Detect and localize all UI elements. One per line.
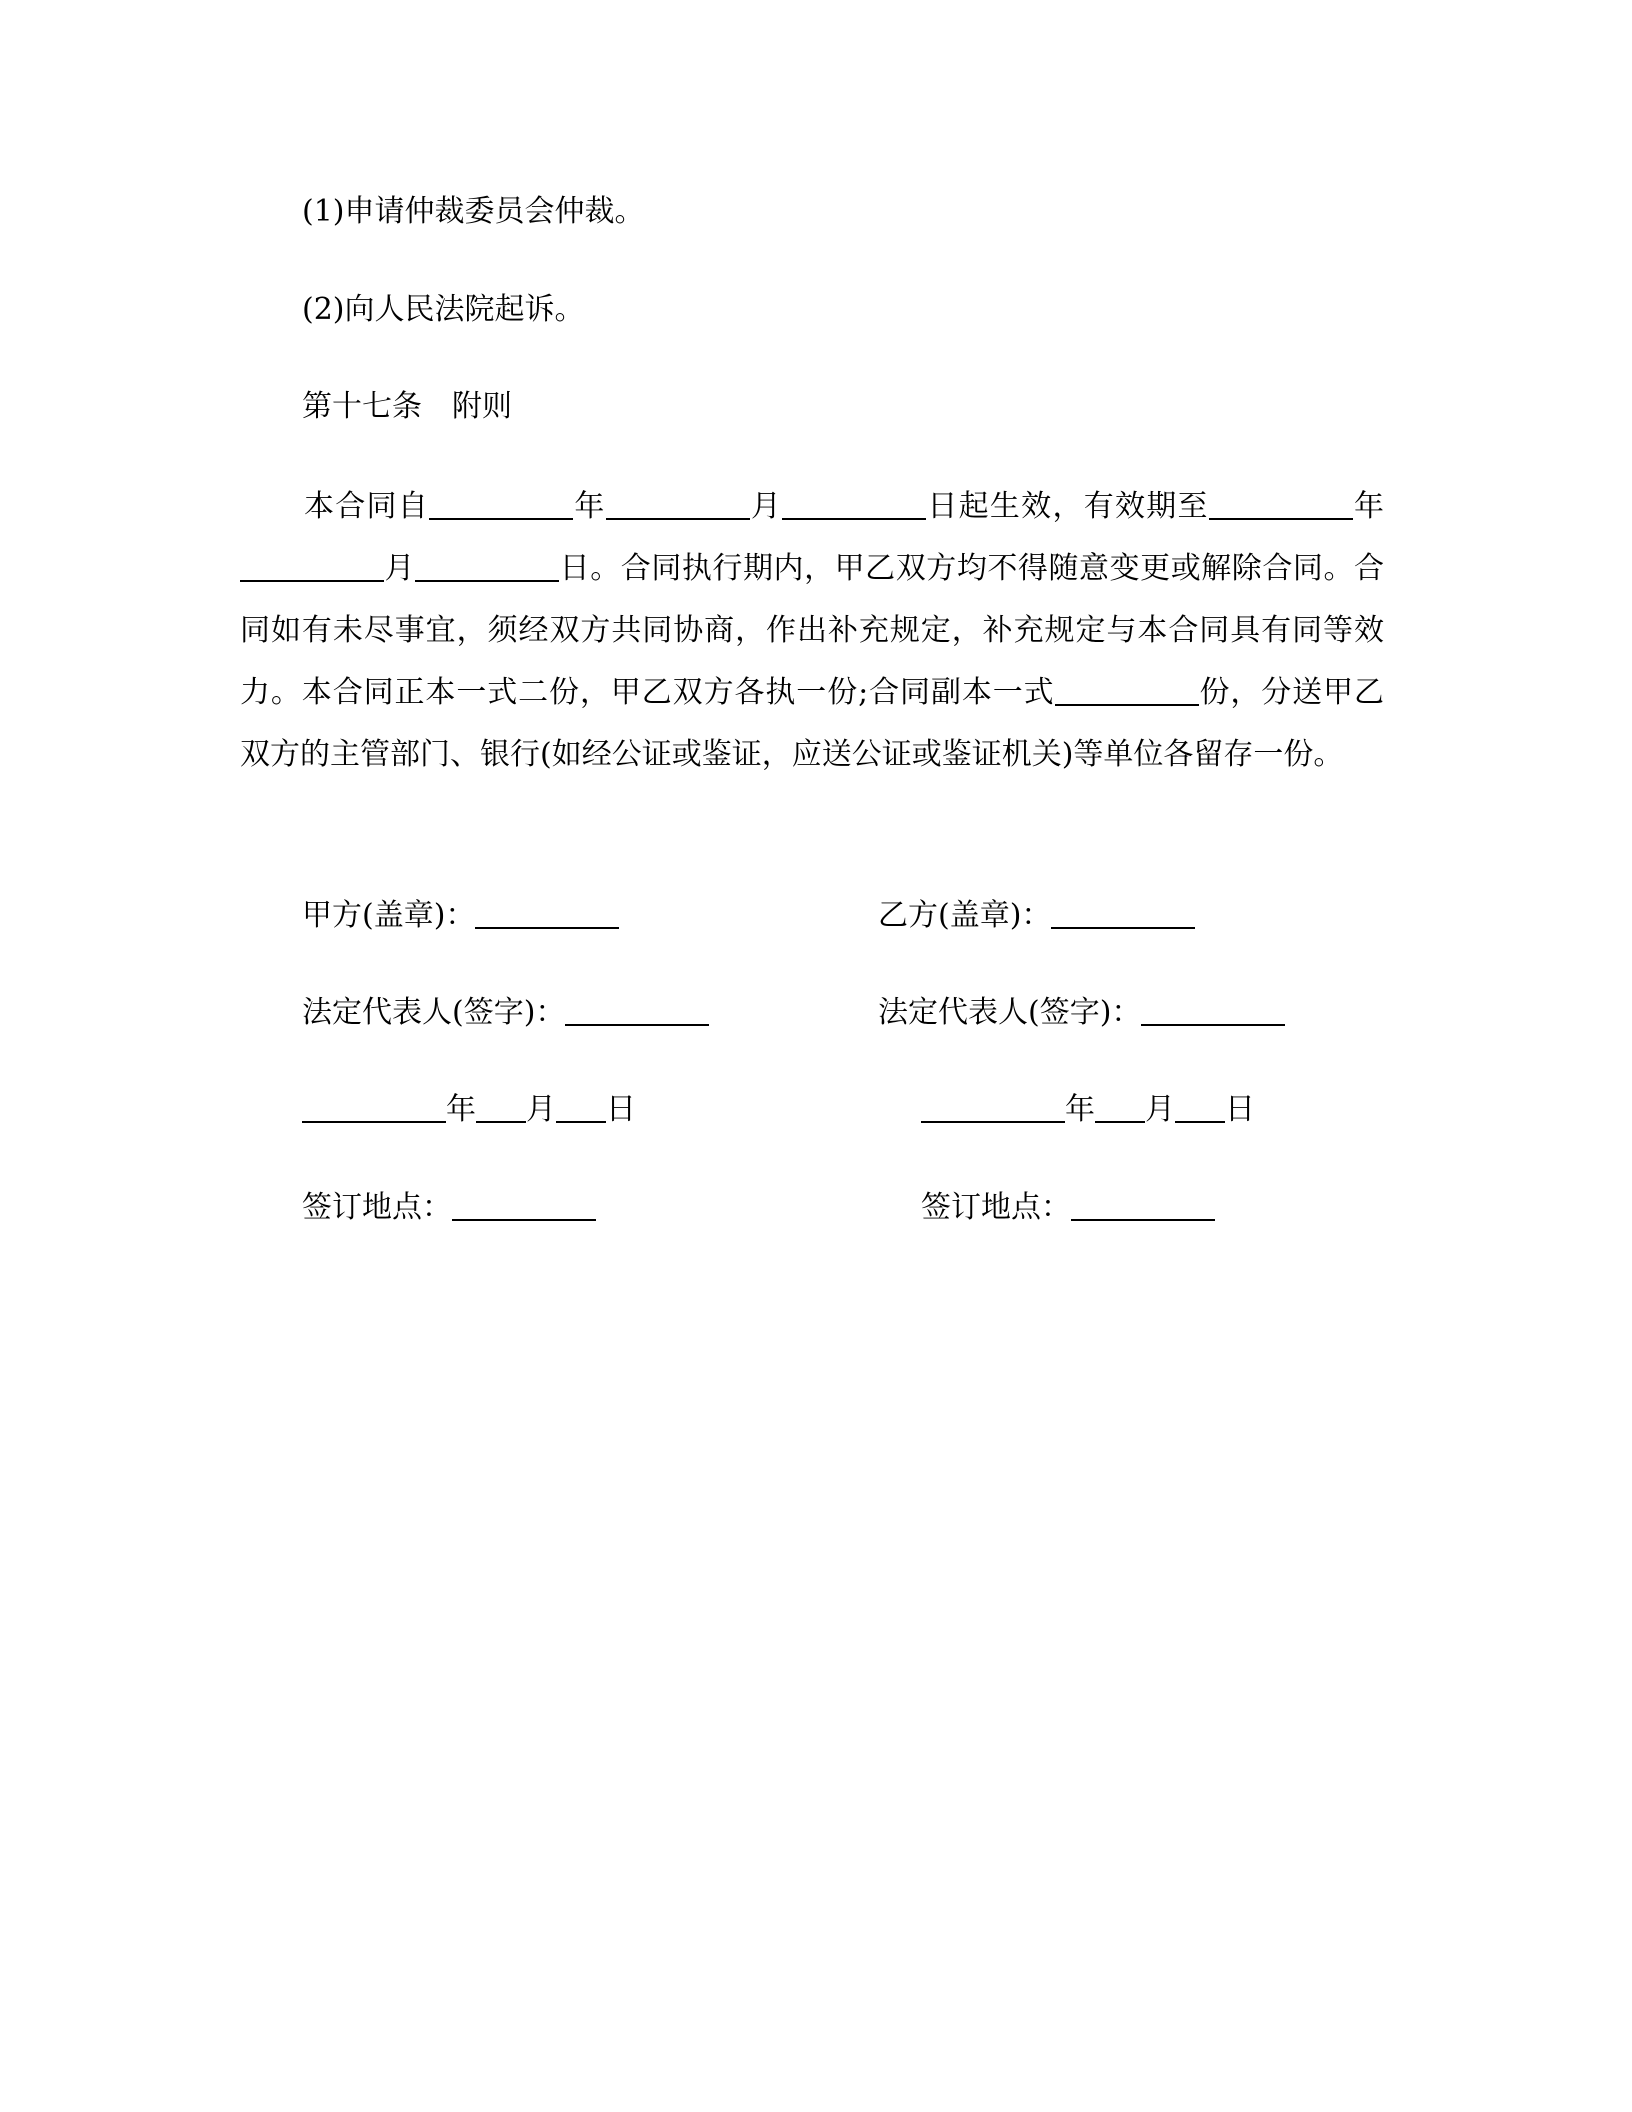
start-year-blank[interactable] bbox=[429, 490, 573, 520]
party-a-day-char: 日 bbox=[606, 1092, 636, 1127]
party-a-seal-blank[interactable] bbox=[475, 899, 619, 929]
party-b-seal-label: 乙方(盖章)： bbox=[878, 898, 1052, 933]
party-a-place-blank[interactable] bbox=[452, 1191, 596, 1221]
party-b-day-blank[interactable] bbox=[1175, 1093, 1225, 1123]
party-b-seal-blank[interactable] bbox=[1051, 899, 1195, 929]
party-b-place-label: 签订地点： bbox=[921, 1190, 1071, 1225]
party-a-year-blank[interactable] bbox=[302, 1093, 446, 1123]
party-b-date bbox=[921, 1090, 1255, 1130]
month-char: 月 bbox=[749, 489, 783, 524]
party-a-date bbox=[302, 1090, 636, 1130]
party-a-place bbox=[302, 1188, 596, 1228]
party-a-year-char: 年 bbox=[446, 1092, 476, 1127]
party-b-seal bbox=[878, 896, 1195, 936]
effective-paragraph bbox=[240, 476, 1384, 786]
party-b-rep-label: 法定代表人(签字)： bbox=[878, 995, 1142, 1030]
item-lawsuit: (2)向人民法院起诉。 bbox=[302, 292, 585, 327]
year-char: 年 bbox=[1352, 489, 1385, 524]
year-char: 年 bbox=[573, 489, 606, 524]
party-b-month-char: 月 bbox=[1145, 1092, 1175, 1127]
party-a-day-blank[interactable] bbox=[556, 1093, 606, 1123]
end-day-blank[interactable] bbox=[415, 552, 559, 582]
party-b-rep bbox=[878, 993, 1285, 1033]
party-a-rep-blank[interactable] bbox=[565, 996, 709, 1026]
party-a-seal bbox=[302, 896, 619, 936]
para-text-4: 份，分送甲乙双方的主管部门、银行(如经公证或鉴证，应送公证或鉴证机关)等单位各留存一份。 bbox=[240, 675, 1384, 772]
end-month-blank[interactable] bbox=[240, 552, 384, 582]
article-heading: 第十七条 附则 bbox=[302, 389, 512, 424]
party-b-month-blank[interactable] bbox=[1095, 1093, 1145, 1123]
party-a-place-label: 签订地点： bbox=[302, 1190, 452, 1225]
party-b-place bbox=[921, 1188, 1215, 1228]
start-month-blank[interactable] bbox=[606, 490, 750, 520]
month-char: 月 bbox=[384, 551, 416, 586]
party-b-year-blank[interactable] bbox=[921, 1093, 1065, 1123]
party-b-place-blank[interactable] bbox=[1071, 1191, 1215, 1221]
end-year-blank[interactable] bbox=[1209, 490, 1353, 520]
para-text-3: 日。合同执行期内，甲乙双方均不得随意变更或解除合同。合同如有未尽事宜，须经双方共同协商，作出补充规定，补充规定与本合同具有同等效力。本合同正本一式二份，甲乙双方各执一份;合同副本一式 bbox=[240, 551, 1385, 710]
para-text-1: 本合同自 bbox=[304, 489, 430, 524]
party-b-day-char: 日 bbox=[1225, 1092, 1255, 1127]
party-a-rep bbox=[302, 993, 709, 1033]
party-a-month-char: 月 bbox=[526, 1092, 556, 1127]
para-text-2: 日起生效，有效期至 bbox=[926, 489, 1209, 524]
party-a-rep-label: 法定代表人(签字)： bbox=[302, 995, 566, 1030]
party-a-seal-label: 甲方(盖章)： bbox=[302, 898, 476, 933]
party-b-year-char: 年 bbox=[1065, 1092, 1095, 1127]
copies-blank[interactable] bbox=[1055, 676, 1199, 706]
party-a-month-blank[interactable] bbox=[476, 1093, 526, 1123]
start-day-blank[interactable] bbox=[782, 490, 926, 520]
item-arbitration: (1)申请仲裁委员会仲裁。 bbox=[302, 194, 645, 229]
party-b-rep-blank[interactable] bbox=[1141, 996, 1285, 1026]
